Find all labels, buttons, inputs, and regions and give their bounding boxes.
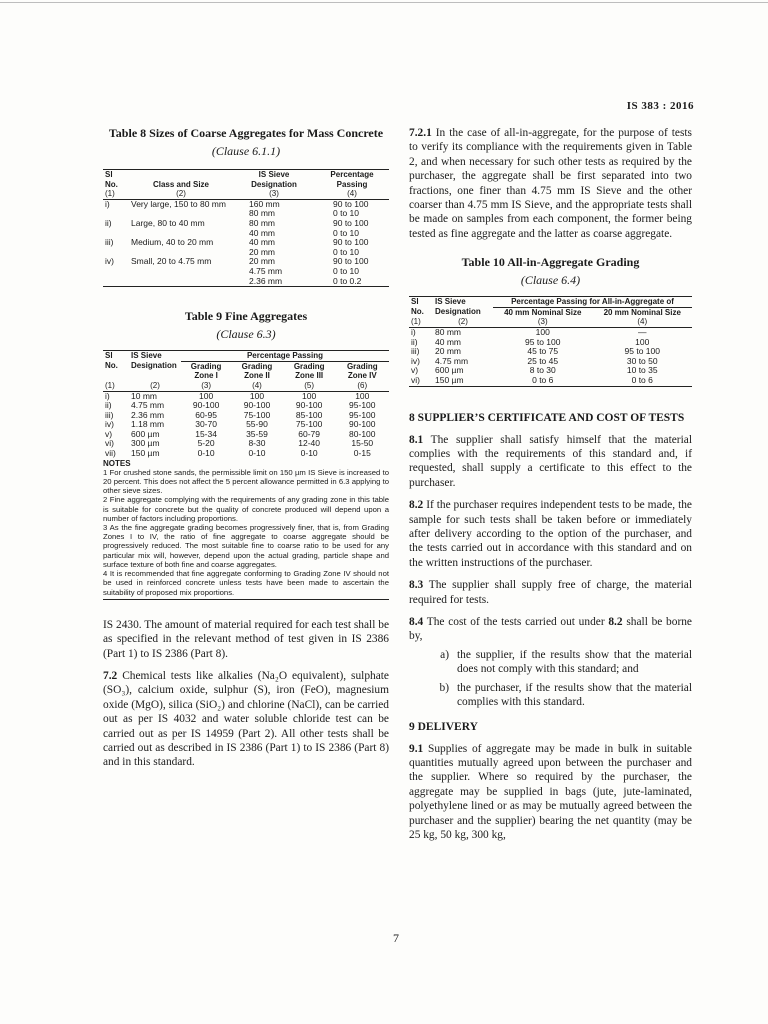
- clause-number: 7.2: [103, 669, 118, 682]
- table10-cell: 0 to 6: [493, 376, 593, 386]
- table9-head-sl: Sl No.: [103, 351, 129, 381]
- table9: [103, 350, 389, 459]
- para-is2430: IS 2430. The amount of material required for each test shall be as specified in the relevant method of test given in IS 2386 (Part 1) to IS 2386 (Part 8).: [103, 618, 389, 660]
- table9-zone: Grading Zone II: [231, 361, 283, 381]
- table10-cell: v): [411, 365, 419, 376]
- clause-number: 7.2.1: [409, 127, 432, 139]
- table10-cell: 95 to 100: [525, 336, 561, 347]
- clause-7-2-1: [409, 126, 692, 241]
- table9-cell: 100: [355, 390, 370, 401]
- clause-number: 8.2: [409, 499, 424, 512]
- table10-cell: 100: [535, 327, 550, 338]
- table10-cell: 10 to 35: [626, 365, 658, 376]
- table10-cell: iv): [411, 355, 420, 366]
- table-row: [103, 449, 389, 459]
- note-4: 4 It is recommended that fine aggregate conforming to Grading Zone IV should not be used in reinforced concrete unless tests have been made to ascertain the suitability of proposed mix proportions.: [103, 569, 389, 600]
- table10-cell: 4.75 mm: [435, 355, 469, 366]
- table10-cell: 0 to 6: [593, 376, 693, 386]
- table9-cell: i): [105, 390, 110, 401]
- table9-colnum: (1): [103, 381, 129, 391]
- table9-cell: 10 mm: [131, 390, 157, 401]
- table10-cell: 25 to 45: [527, 355, 559, 366]
- note-3: 3 As the fine aggregate grading becomes progressively finer, that is, from Grading Zones I to IV, the ratio of fine aggregate to coarse aggregate should be progressively reduced. The most suitable fine to coarse ratio to be used for any particular mix will, however, depend upon the actual grading, particle shape and surface texture of both fine and coarse aggregates.: [103, 523, 389, 569]
- table9-cell: 0-10: [300, 448, 318, 459]
- table9-cell: 2.36 mm: [131, 409, 165, 420]
- table8-cell: 40 mm 20 mm: [249, 237, 275, 257]
- table9-zone: Grading Zone I: [181, 361, 231, 381]
- table8-cell: 80 mm 40 mm: [249, 217, 275, 238]
- table10-head-sieve: IS Sieve Designation: [433, 297, 493, 318]
- table9-cell: iv): [105, 419, 114, 430]
- table-row: [409, 376, 692, 386]
- table9-title: Table 9 Fine Aggregates: [184, 309, 308, 324]
- table9-zone: Grading Zone III: [283, 361, 336, 381]
- list-label: b): [439, 681, 449, 694]
- table9-cell: 100: [249, 390, 265, 401]
- table8: [103, 169, 389, 287]
- note-1: 1 For crushed stone sands, the permissible limit on 150 µm IS Sieve is increased to 20 percent. This does not affect the 5 percent allowance permitted in 6.3 applying to other sieve sizes.: [103, 467, 389, 496]
- table8-cell: 160 mm 80 mm: [249, 198, 280, 219]
- table9-colnum: (2): [129, 381, 181, 391]
- table9-cell: 15-50: [351, 438, 374, 449]
- left-column: [103, 126, 389, 770]
- table8-head-passing: Percentage Passing: [315, 170, 389, 190]
- clause-8-1: [409, 433, 692, 491]
- table10-cell: ii): [411, 336, 418, 347]
- clause-8-4: [409, 615, 692, 644]
- table9-cell: 5-20: [197, 438, 215, 449]
- table10-head-sl: Sl No.: [409, 297, 433, 318]
- table9-cell: 300 µm: [131, 438, 160, 449]
- section-9-heading: 9 DELIVERY: [409, 720, 478, 733]
- right-column: [409, 126, 692, 842]
- table10-cell: iii): [411, 346, 420, 357]
- table8-colnum: (3): [233, 189, 315, 199]
- table8-clause: (Clause 6.1.1): [211, 144, 281, 158]
- table10-cell: 150 µm: [433, 376, 493, 386]
- clause-number: 8.3: [409, 579, 424, 592]
- table10-sub-20: 20 mm Nominal Size: [593, 307, 693, 317]
- table8-cell: i): [105, 198, 110, 209]
- table8-cell: Very large, 150 to 80 mm: [131, 198, 226, 209]
- table9-cell: 0-10: [197, 448, 215, 459]
- table10-cell: i): [411, 327, 416, 338]
- clause-number: 8.4: [409, 616, 424, 629]
- table9-cell: 30-70: [195, 419, 217, 430]
- list-item: [409, 648, 692, 677]
- table10-head-pct: Percentage Passing for All-in-Aggregate of: [493, 297, 692, 308]
- table9-head-pct: Percentage Passing: [181, 351, 389, 362]
- table9-cell: 4.75 mm: [131, 400, 165, 411]
- table-row: [103, 257, 389, 286]
- table10-colnum: (4): [593, 317, 693, 327]
- table8-title: Table 8 Sizes of Coarse Aggregates for Mass Concrete: [108, 126, 384, 140]
- table9-cell: 100: [302, 390, 317, 401]
- table10-cell: 20 mm: [435, 346, 461, 357]
- table9-head-sieve: IS Sieve Designation: [129, 351, 181, 381]
- table10-sub-40: 40 mm Nominal Size: [493, 307, 593, 317]
- table9-colnum: (3): [181, 381, 231, 391]
- table10-cell: 45 to 75: [527, 346, 559, 357]
- table10-cell: 8 to 30: [529, 365, 556, 376]
- table8-cell: Medium, 40 to 20 mm: [131, 237, 214, 248]
- table9-colnum: (6): [336, 381, 389, 391]
- clause-8-2: [409, 498, 692, 570]
- table9-cell: 0-10: [248, 448, 266, 459]
- table9-cell: vii): [105, 448, 116, 459]
- table10-cell: 80 mm: [435, 327, 461, 338]
- table8-cell: iii): [105, 237, 114, 248]
- table10-colnum: (1): [409, 317, 433, 327]
- table9-cell: 90-100: [295, 400, 323, 411]
- table9-notes: [103, 459, 389, 600]
- table8-cell: 20 mm 4.75 mm 2.36 mm: [233, 257, 315, 286]
- table9-cell: 8-30: [248, 438, 266, 449]
- table9-cell: 600 µm: [131, 428, 160, 439]
- table8-cell: 90 to 100 0 to 10: [333, 237, 369, 257]
- note-2: 2 Fine aggregate complying with the requirements of any grading zone in this table is suitable for concrete but the quality of concrete produced will depend upon a number of factors including proportions.: [103, 495, 389, 523]
- table9-cell: 12-40: [298, 438, 321, 449]
- table8-cell: 90 to 100 0 to 10: [333, 217, 369, 238]
- clause-text: The supplier shall satisfy himself that the material complies with the requirements of this standard and, if requested, shall supply a certificate to this effect to the purchaser.: [409, 433, 692, 489]
- table8-colnum: (4): [315, 189, 389, 199]
- table9-cell: v): [105, 428, 113, 439]
- clause-8-3: [409, 578, 692, 607]
- clause-text: shall be borne by,: [409, 616, 692, 643]
- table9-cell: 55-90: [246, 419, 268, 430]
- table8-cell: 90 to 100 0 to 10 0 to 0.2: [315, 257, 389, 286]
- page-number: 7: [393, 931, 399, 945]
- table8-cell: 90 to 100 0 to 10: [333, 198, 369, 219]
- table10-colnum: (3): [493, 317, 593, 327]
- table10-cell: 40 mm: [435, 336, 461, 347]
- table9-colnum: (4): [231, 381, 283, 391]
- clause-7-2: [103, 669, 389, 770]
- table10: [409, 296, 692, 386]
- clause-number: 8.1: [409, 433, 424, 446]
- table9-cell: 15-34: [195, 428, 217, 439]
- table9-cell: 100: [199, 390, 214, 401]
- list-text: the supplier, if the results show that the material does not comply with this standard; and: [457, 648, 692, 676]
- table9-cell: 0-15: [353, 448, 371, 459]
- clause-text: Supplies of aggregate may be made in bulk in suitable quantities mutually agreed upon between the purchaser and the supplier. Where so required by the purchaser, the aggregate may be supplied in bags (jute, jute-laminated, polyethylene lined or as may be mutually agreed between the purchaser and the supplier) bearing the net quantity (may be 25 kg, 50 kg, 300 kg,: [409, 742, 692, 841]
- table9-cell: iii): [105, 409, 114, 420]
- section-8-heading: 8 SUPPLIER’S CERTIFICATE AND COST OF TESTS: [409, 411, 685, 424]
- table9-colnum: (5): [283, 381, 336, 391]
- table10-cell: 100: [635, 336, 650, 347]
- standard-number: IS 383 : 2016: [626, 100, 694, 112]
- table9-cell: 1.18 mm: [131, 419, 165, 430]
- clause-reference: 8.2: [608, 616, 623, 629]
- table8-cell: iv): [103, 257, 129, 286]
- clause-text: If the purchaser requires independent tests to be made, the sample for such tests shall be taken before or immediately after delivery according to the option of the purchaser, and the tests carried out in accordance with this standard and on the written instructions of the purchaser.: [409, 499, 692, 569]
- clause-number: 9.1: [409, 742, 424, 755]
- clause-text: The supplier shall supply free of charge, the material required for tests.: [409, 579, 692, 606]
- table9-cell: vi): [105, 438, 114, 449]
- table9-cell: 60-79: [298, 428, 321, 439]
- table10-colnum: (2): [433, 317, 493, 327]
- table8-head-sl: Sl No.: [103, 170, 129, 190]
- table9-cell: 90-100: [243, 400, 271, 411]
- table-row: [103, 219, 389, 238]
- table-row: [103, 199, 389, 219]
- table9-cell: 90-100: [349, 419, 376, 430]
- table10-cell: vi): [409, 376, 433, 386]
- list-item: [409, 681, 692, 710]
- table8-cell: ii): [105, 217, 112, 228]
- table10-cell: 600 µm: [435, 365, 464, 376]
- clause-text: Chemical tests like alkalies (Na₂O equivalent), sulphate (SO₃), calcium oxide, sulphur (S), iron (FeO), magnesium oxide (MgO), silica (SiO₂) and chlorine (NaCl), can be carried out as per IS 4032 and water soluble chloride test can be carried out as per IS 14959 (Part 2). All other tests shall be carried out as described in IS 2386 (Part 1) to IS 2386 (Part 8) and in this standard.: [103, 669, 389, 769]
- list-label: a): [440, 648, 449, 661]
- table9-clause: (Clause 6.3): [216, 327, 276, 342]
- scan-edge-line: [0, 2, 768, 3]
- table9-cell: ii): [105, 400, 112, 411]
- list-text: the purchaser, if the results show that the material complies with this standard.: [457, 681, 692, 709]
- table9-cell: 95-100: [349, 400, 376, 411]
- table9-cell: 90-100: [192, 400, 220, 411]
- clause-text: In the case of all-in-aggregate, for the purpose of tests to verify its compliance with the requirements given in Table 2, and when necessary for such other tests as required by the purchaser, the aggregate shall be first separated into two fractions, one finer than 4.75 mm IS Sieve and the other coarser than 4.75 mm IS Sieve, and the appropriate tests shall be made on samples from each component, the former being tested as fine aggregate and the latter as coarse aggregate.: [409, 127, 692, 240]
- table10-title: Table 10 All-in-Aggregate Grading: [461, 255, 640, 270]
- table10-cell: 30 to 50: [626, 355, 658, 366]
- table9-cell: 85-100: [295, 409, 323, 420]
- table9-cell: 75-100: [295, 419, 323, 430]
- table9-cell: 80-100: [349, 428, 376, 439]
- table9-cell: 75-100: [243, 409, 271, 420]
- table10-cell: 95 to 100: [624, 346, 660, 357]
- table8-cell: Large, 80 to 40 mm: [131, 217, 205, 228]
- table9-cell: 150 µm: [131, 448, 160, 459]
- table8-colnum: (1): [103, 189, 129, 199]
- table10-clause: (Clause 6.4): [520, 273, 581, 288]
- table8-cell: Small, 20 to 4.75 mm: [129, 257, 233, 286]
- table9-cell: 35-59: [246, 428, 268, 439]
- table8-head-sieve: IS Sieve Designation: [233, 170, 315, 190]
- table9-cell: 95-100: [349, 409, 376, 420]
- table8-head-class: Class and Size: [129, 170, 233, 190]
- notes-heading: NOTES: [103, 458, 131, 468]
- clause-9-1: [409, 742, 692, 843]
- table-row: [103, 238, 389, 257]
- table9-cell: 60-95: [195, 409, 217, 420]
- table10-cell: —: [638, 327, 647, 338]
- table9-zone: Grading Zone IV: [336, 361, 389, 381]
- clause-text: The cost of the tests carried out under: [426, 616, 605, 629]
- table8-colnum: (2): [129, 189, 233, 199]
